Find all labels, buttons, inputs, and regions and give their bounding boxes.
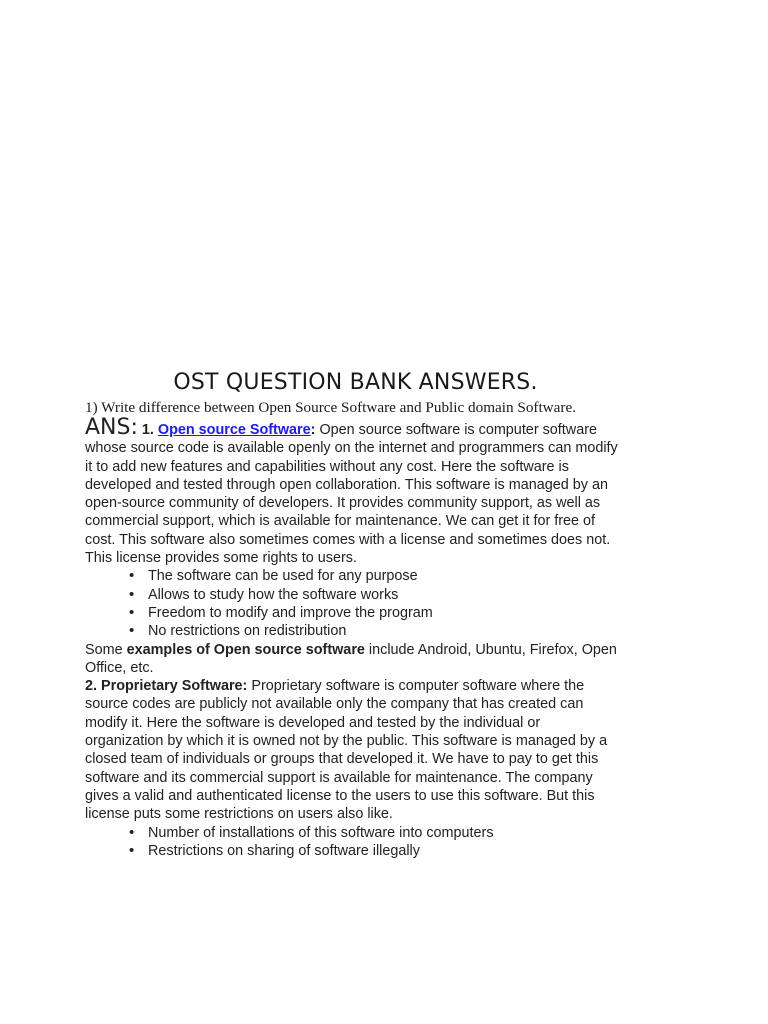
section-2-heading: 2. Proprietary Software: [85,678,248,695]
list-item: • Allows to study how the software works [129,585,399,603]
answer-section-1 [85,417,620,567]
list-item: • No restrictions on redistribution [129,622,347,640]
open-source-software-link[interactable]: Open source Software [157,422,311,438]
list-item: • The software can be used for any purpose [129,567,418,585]
list-item: • Freedom to modify and improve the program [129,603,433,621]
bullet-icon: • [129,585,135,603]
open-source-features-list [85,567,620,640]
bullet-icon: • [129,603,135,621]
document-title: OST QUESTION BANK ANSWERS. [173,370,538,395]
document-page [85,368,620,860]
bullet-icon: • [129,567,135,585]
proprietary-restrictions-list [85,824,620,861]
answer-section-2 [85,677,620,823]
section-1-text: Open source software is computer software whose source code is available openly on the internet and programmers can modify it to add new features and capabilities without any cost. Here the software is developed and tested through open collaboration. This software is managed by an open-source community of developers. It provides community support, as well as commercial support, which is available for maintenance. We can get it for free of cost. This software also sometimes comes with a license and sometimes does not. This license provides some rights to users. [85,422,618,567]
answer-label: ANS: [85,415,138,440]
question-text: 1) Write difference between Open Source Software and Public domain Software. [85,399,576,416]
examples-paragraph: Some examples of Open source software include Android, Ubuntu, Firefox, Open Office, etc. [85,641,617,676]
examples-bold-text: examples of Open source software [126,641,365,658]
bullet-icon: • [129,823,135,841]
bullet-icon: • [129,841,135,859]
list-item: • Number of installations of this software into computers [129,823,494,841]
section-2-text: Proprietary software is computer software where the source codes are publicly not available only the company that has created can modify it. Here the software is developed and tested by the individual or organization by which it is owned not by the public. This software is managed by a closed team of individuals or groups that developed it. We have to pay to get this software and its commercial support is available for maintenance. The company gives a valid and authenticated license to the users to use this software. But this license puts some restrictions on users also like. [85,678,608,823]
bullet-icon: • [129,622,135,640]
section-1-colon: : [310,422,316,438]
section-1-number: 1. [141,422,154,438]
list-item: • Restrictions on sharing of software illegally [129,841,420,859]
